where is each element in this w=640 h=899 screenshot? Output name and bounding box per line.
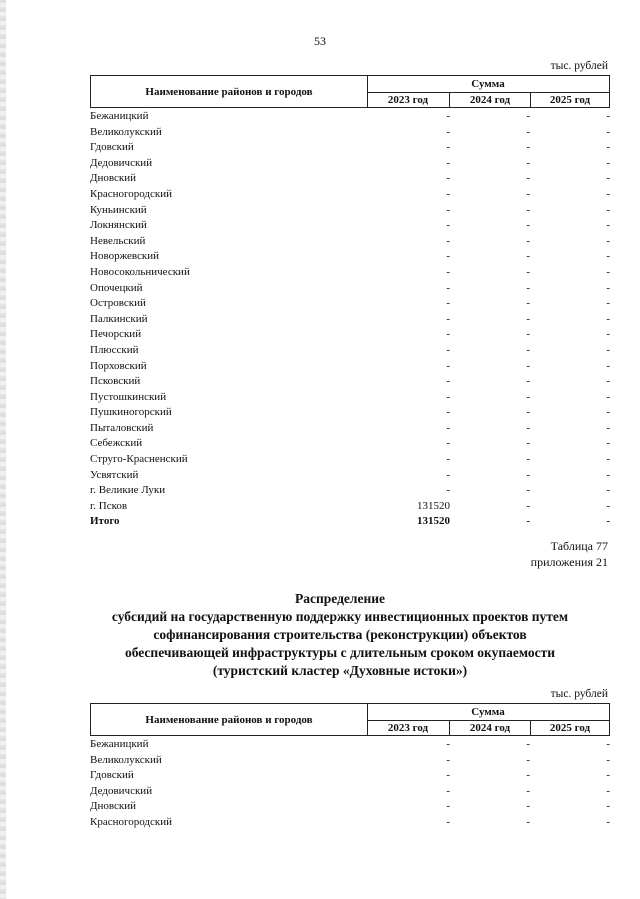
value-2025: - — [606, 375, 610, 388]
value-2023: - — [446, 141, 450, 154]
value-2025: - — [606, 343, 610, 356]
total-row — [90, 514, 610, 530]
district-name: Пустошкинский — [90, 390, 167, 403]
header-year-2025: 2025 год — [549, 722, 591, 734]
table-row — [90, 327, 610, 343]
value-2025: - — [606, 172, 610, 185]
value-2024: - — [526, 784, 530, 797]
district-name: Порховский — [90, 359, 147, 372]
value-2023: - — [446, 800, 450, 813]
value-2025: - — [606, 421, 610, 434]
district-name: Новосокольнический — [90, 265, 190, 278]
value-2024: - — [526, 738, 530, 750]
district-name: Плюсский — [90, 343, 139, 356]
district-name: Гдовский — [90, 769, 134, 782]
value-2025: - — [606, 250, 610, 263]
value-2024: - — [526, 250, 530, 263]
value-2024: - — [526, 187, 530, 200]
table-row — [90, 125, 610, 141]
value-2025: - — [606, 753, 610, 766]
table-row — [90, 187, 610, 203]
value-2024: - — [526, 468, 530, 481]
value-2024: - — [526, 484, 530, 497]
table-2-body — [90, 737, 610, 831]
value-2023: - — [446, 484, 450, 497]
value-2024: - — [526, 141, 530, 154]
value-2024: - — [526, 110, 530, 122]
table-row — [90, 249, 610, 265]
table-row — [90, 171, 610, 187]
value-2024: - — [526, 753, 530, 766]
value-2025: - — [606, 297, 610, 310]
value-2023: - — [446, 265, 450, 278]
district-name: Бежаницкий — [90, 110, 149, 122]
section-title-line-4: обеспечивающей инфраструктуры с длительным сроком окупаемости — [124, 645, 556, 660]
value-2025: - — [606, 156, 610, 169]
appendix-reference: приложения 21 — [530, 555, 608, 569]
value-2025: - — [606, 468, 610, 481]
value-2023: - — [446, 110, 450, 122]
district-name: Пушкиногорский — [90, 406, 172, 419]
table-1-body — [90, 109, 610, 530]
table-1-header — [90, 75, 610, 108]
table-row — [90, 753, 610, 769]
value-2024: - — [526, 328, 530, 341]
district-name: Псковский — [90, 375, 141, 388]
value-2023: - — [446, 815, 450, 828]
value-2023: - — [446, 375, 450, 388]
units-label-table-1: тыс. рублей — [550, 60, 608, 72]
value-2023: - — [446, 281, 450, 294]
section-title-line-1: Распределение — [294, 591, 386, 606]
value-2025: - — [606, 437, 610, 450]
district-name: Новоржевский — [90, 250, 160, 263]
value-2024: - — [526, 312, 530, 325]
header-name-column: Наименование районов и городов — [91, 704, 368, 735]
value-2024: - — [526, 769, 530, 782]
table-row — [90, 405, 610, 421]
value-2025: - — [606, 390, 610, 403]
value-2025: - — [606, 328, 610, 341]
value-2025: - — [606, 515, 610, 528]
value-2023: - — [446, 468, 450, 481]
value-2023: - — [446, 203, 450, 216]
value-2025: - — [606, 281, 610, 294]
table-row — [90, 483, 610, 499]
value-2023: - — [446, 769, 450, 782]
value-2024: - — [526, 297, 530, 310]
district-name: Опочецкий — [90, 281, 143, 294]
header-name-column: Наименование районов и городов — [91, 76, 368, 107]
district-name: Великолукский — [90, 753, 162, 766]
district-name: Островский — [90, 297, 146, 310]
value-2025: - — [606, 499, 610, 512]
value-2025: - — [606, 141, 610, 154]
district-name: Локнянский — [90, 219, 147, 232]
section-title-line-5: (туристский кластер «Духовные истоки») — [212, 663, 468, 678]
header-year-2023: 2023 год — [367, 92, 450, 107]
value-2025: - — [606, 203, 610, 216]
district-name: Дедовичский — [90, 156, 153, 169]
value-2023: - — [446, 297, 450, 310]
table-row — [90, 296, 610, 312]
value-2023: - — [446, 328, 450, 341]
value-2023: - — [446, 359, 450, 372]
table-row — [90, 784, 610, 800]
district-name: Пыталовский — [90, 421, 154, 434]
value-2025: - — [606, 359, 610, 372]
table-row — [90, 109, 610, 125]
table-row — [90, 737, 610, 753]
value-2023: - — [446, 187, 450, 200]
value-2025: - — [606, 187, 610, 200]
value-2024: - — [526, 219, 530, 232]
value-2025: - — [606, 312, 610, 325]
value-2024: - — [526, 343, 530, 356]
table-row — [90, 140, 610, 156]
table-row — [90, 815, 610, 831]
value-2023: 131520 — [417, 515, 450, 528]
value-2024: - — [526, 800, 530, 813]
value-2025: - — [606, 110, 610, 122]
value-2024: - — [526, 499, 530, 512]
section-title — [70, 590, 610, 680]
units-label-table-2: тыс. рублей — [550, 688, 608, 700]
header-sum-column: Сумма — [367, 76, 609, 93]
value-2025: - — [606, 800, 610, 813]
value-2023: 131520 — [417, 499, 450, 512]
value-2024: - — [526, 437, 530, 450]
table-row — [90, 468, 610, 484]
value-2025: - — [606, 219, 610, 232]
table-row — [90, 203, 610, 219]
section-title-line-2: субсидий на государственную поддержку инвестиционных проектов путем — [111, 609, 569, 624]
value-2023: - — [446, 421, 450, 434]
value-2024: - — [526, 359, 530, 372]
table-row — [90, 499, 610, 515]
table-row — [90, 799, 610, 815]
value-2023: - — [446, 784, 450, 797]
header-year-2024: 2024 год — [450, 92, 531, 107]
value-2024: - — [526, 234, 530, 247]
value-2023: - — [446, 250, 450, 263]
total-label: Итого — [90, 515, 120, 528]
header-year-2023: 2023 год — [367, 720, 450, 735]
value-2025: - — [606, 265, 610, 278]
value-2023: - — [446, 406, 450, 419]
district-name: Красногородский — [90, 815, 173, 828]
table-row — [90, 281, 610, 297]
value-2023: - — [446, 453, 450, 466]
table-number: Таблица 77 — [550, 539, 608, 553]
district-name: Красногородский — [90, 187, 173, 200]
district-name: Дновский — [90, 172, 137, 185]
value-2025: - — [606, 769, 610, 782]
section-title-line-3: софинансирования строительства (реконструкции) объектов — [153, 627, 527, 642]
value-2025: - — [606, 738, 610, 750]
value-2024: - — [526, 203, 530, 216]
table-row — [90, 234, 610, 250]
table-row — [90, 374, 610, 390]
table-2-header — [90, 703, 610, 736]
table-row — [90, 343, 610, 359]
value-2024: - — [526, 815, 530, 828]
value-2025: - — [606, 406, 610, 419]
value-2023: - — [446, 172, 450, 185]
district-name: Бежаницкий — [90, 738, 149, 750]
value-2024: - — [526, 453, 530, 466]
value-2024: - — [526, 515, 530, 528]
value-2024: - — [526, 125, 530, 138]
table-row — [90, 156, 610, 172]
value-2024: - — [526, 421, 530, 434]
scan-edge-artifact — [0, 0, 6, 899]
district-name: Себежский — [90, 437, 143, 450]
table-row — [90, 265, 610, 281]
table-row — [90, 390, 610, 406]
district-name: Куньинский — [90, 203, 147, 216]
district-name: г. Псков — [90, 499, 128, 512]
district-name: Великолукский — [90, 125, 162, 138]
value-2024: - — [526, 406, 530, 419]
value-2023: - — [446, 390, 450, 403]
district-name: Дедовичский — [90, 784, 153, 797]
value-2023: - — [446, 753, 450, 766]
value-2025: - — [606, 484, 610, 497]
table-row — [90, 218, 610, 234]
district-name: Палкинский — [90, 312, 148, 325]
table-row — [90, 768, 610, 784]
value-2024: - — [526, 265, 530, 278]
value-2025: - — [606, 784, 610, 797]
table-row — [90, 452, 610, 468]
value-2025: - — [606, 125, 610, 138]
value-2023: - — [446, 437, 450, 450]
table-row — [90, 436, 610, 452]
district-name: Гдовский — [90, 141, 134, 154]
value-2023: - — [446, 312, 450, 325]
table-row — [90, 359, 610, 375]
district-name: Невельский — [90, 234, 146, 247]
district-name: Печорский — [90, 328, 142, 341]
value-2023: - — [446, 156, 450, 169]
value-2024: - — [526, 156, 530, 169]
value-2025: - — [606, 234, 610, 247]
district-name: Усвятский — [90, 468, 139, 481]
value-2024: - — [526, 375, 530, 388]
value-2024: - — [526, 172, 530, 185]
header-sum-column: Сумма — [367, 704, 609, 721]
page-number: 53 — [314, 34, 326, 48]
district-name: Струго-Красненский — [90, 453, 188, 466]
table-row — [90, 421, 610, 437]
value-2024: - — [526, 390, 530, 403]
value-2023: - — [446, 125, 450, 138]
value-2024: - — [526, 281, 530, 294]
value-2023: - — [446, 343, 450, 356]
district-name: г. Великие Луки — [90, 484, 166, 497]
table-reference — [531, 538, 608, 570]
value-2023: - — [446, 738, 450, 750]
district-name: Дновский — [90, 800, 137, 813]
table-row — [90, 312, 610, 328]
header-year-2024: 2024 год — [450, 720, 531, 735]
header-year-2025: 2025 год — [549, 94, 591, 106]
value-2023: - — [446, 219, 450, 232]
value-2025: - — [606, 815, 610, 828]
value-2025: - — [606, 453, 610, 466]
value-2023: - — [446, 234, 450, 247]
